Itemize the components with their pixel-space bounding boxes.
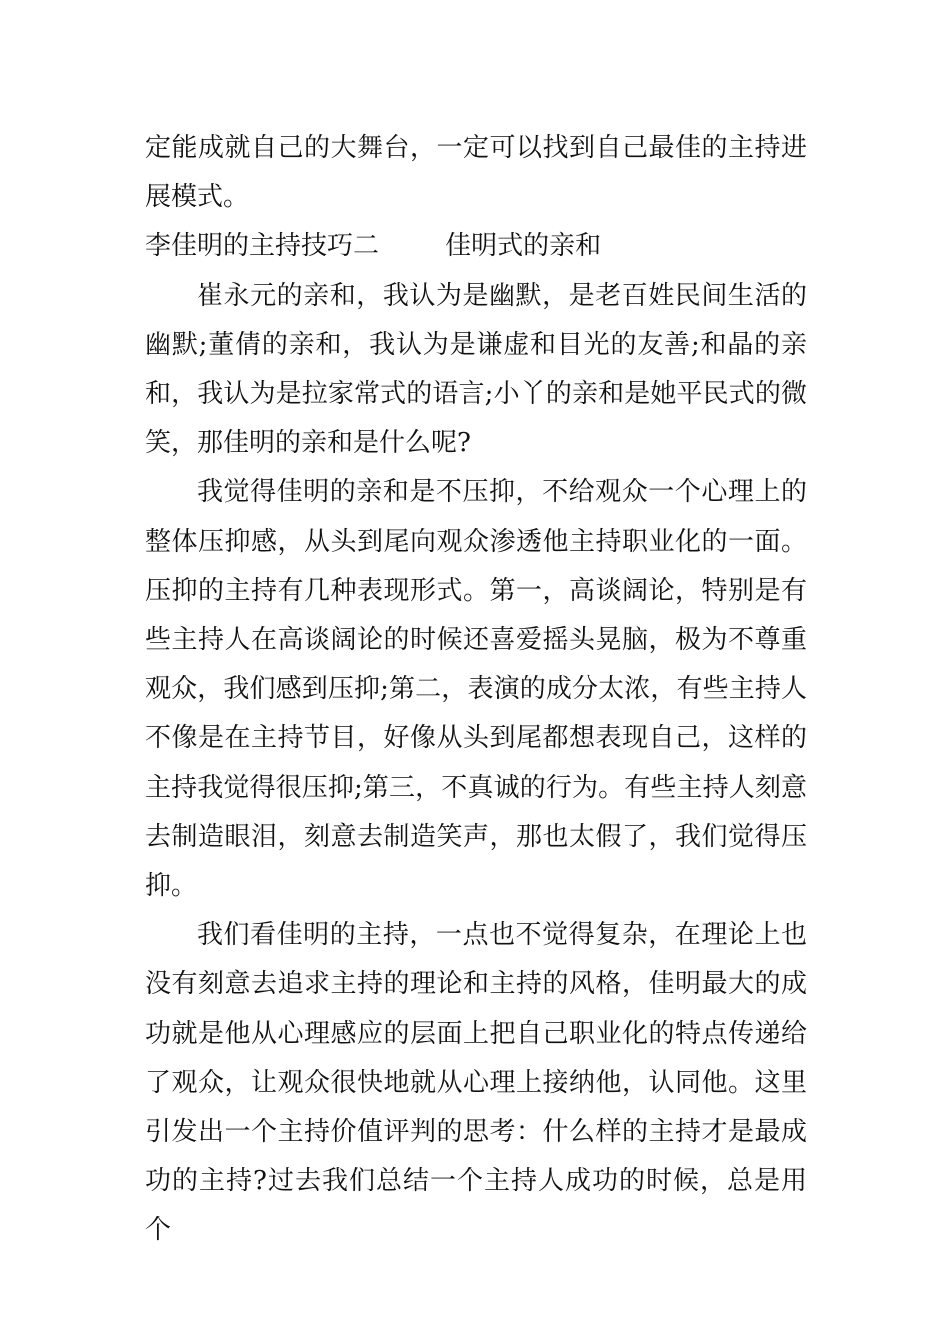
paragraph-1: 崔永元的亲和，我认为是幽默，是老百姓民间生活的幽默;董倩的亲和，我认为是谦虚和目光的友善;和晶的亲和，我认为是拉家常式的语言;小丫的亲和是她平民式的微笑，那佳明的亲和是什么呢? [145, 280, 807, 459]
paragraph-2: 我觉得佳明的亲和是不压抑，不给观众一个心理上的整体压抑感，从头到尾向观众渗透他主持职业化的一面。压抑的主持有几种表现形式。第一，高谈阔论，特别是有些主持人在高谈阔论的时候还喜爱摇头晃脑，极为不尊重观众，我们感到压抑;第二，表演的成分太浓，有些主持人不像是在主持节目，好像从头到尾都想表现自己，这样的主持我觉得很压抑;第三，不真诚的行为。有些主持人刻意去制造眼泪，刻意去制造笑声，那也太假了，我们觉得压抑。 [145, 477, 807, 902]
section-heading: 李佳明的主持技巧二 佳明式的亲和 [145, 231, 602, 262]
paragraph-3: 我们看佳明的主持，一点也不觉得复杂，在理论上也没有刻意去追求主持的理论和主持的风格，佳明最大的成功就是他从心理感应的层面上把自己职业化的特点传递给了观众，让观众很快地就从心理上接纳他，认同他。这里引发出一个主持价值评判的思考：什么样的主持才是最成功的主持?过去我们总结一个主持人成功的时候，总是用个 [145, 920, 807, 1246]
paragraph-continuation: 定能成就自己的大舞台，一定可以找到自己最佳的主持进展模式。 [145, 133, 807, 213]
document-body [145, 124, 807, 1256]
